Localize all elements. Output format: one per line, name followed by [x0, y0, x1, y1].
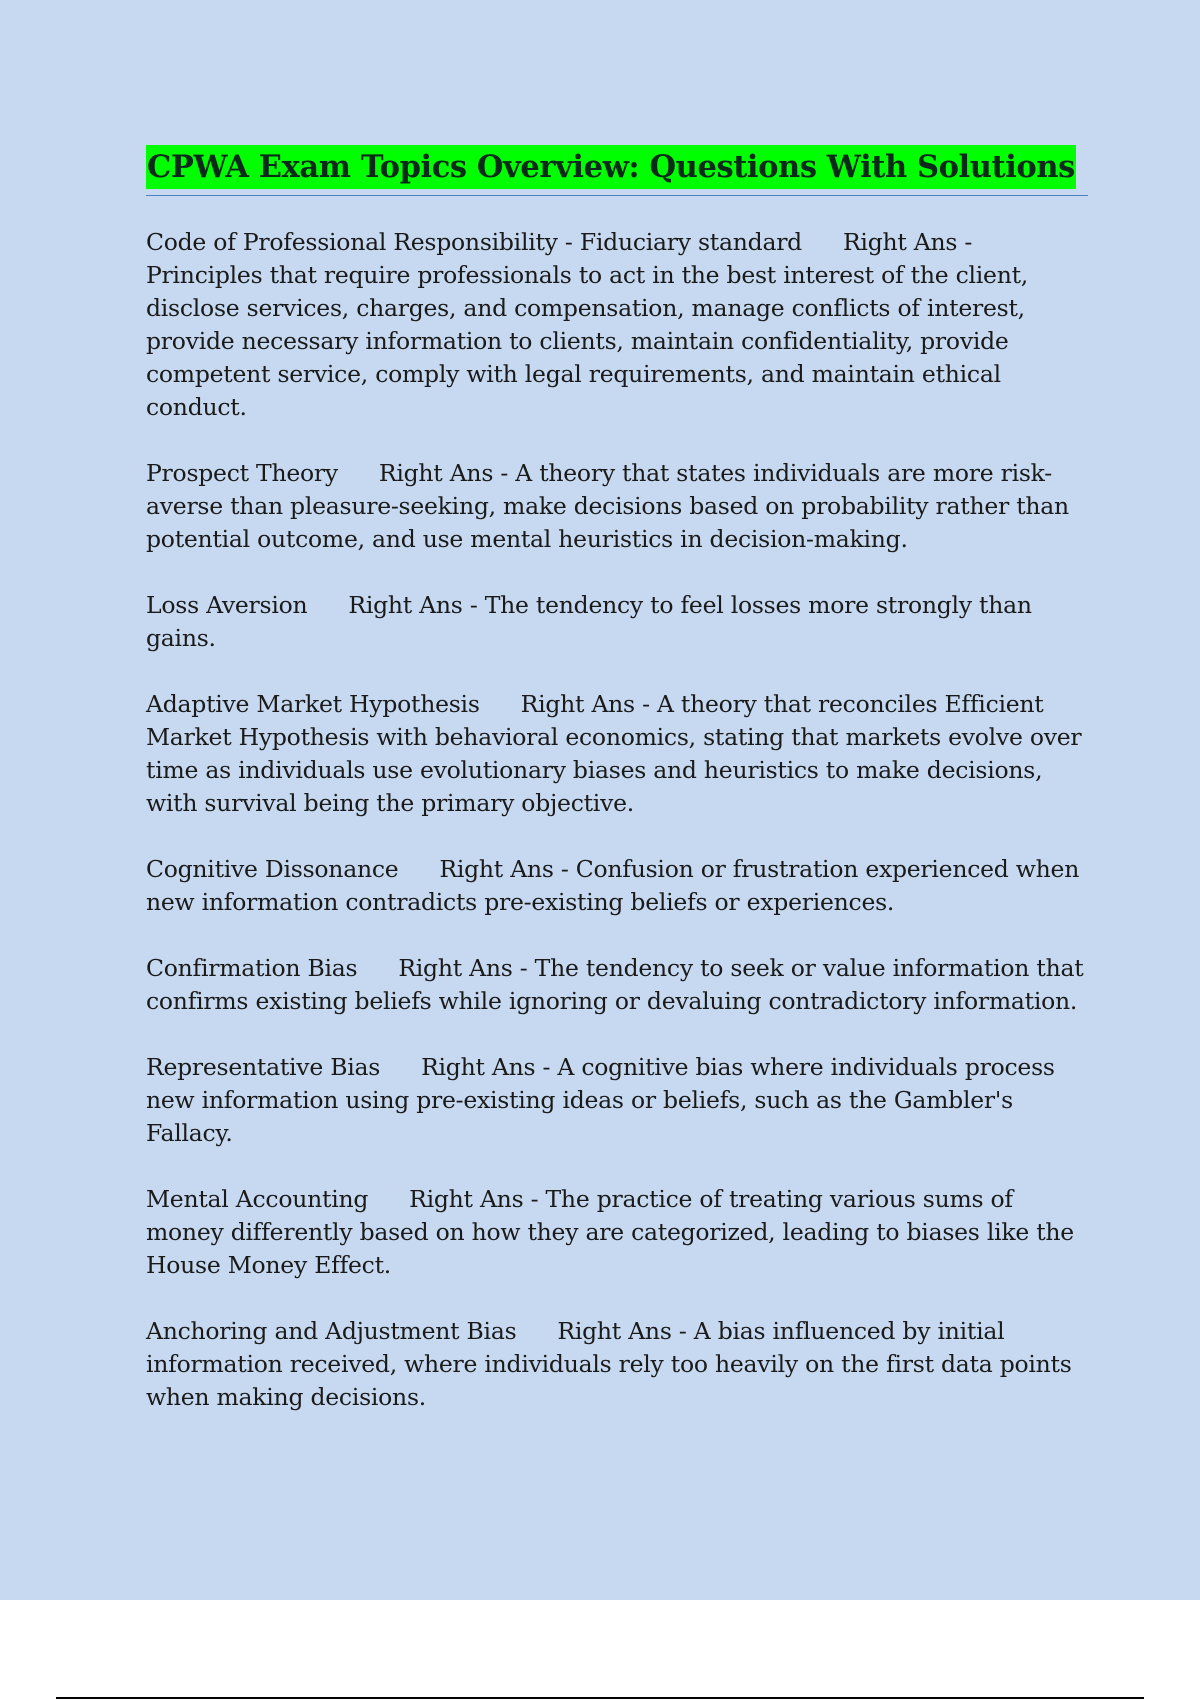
entry-term: Adaptive Market Hypothesis	[146, 690, 480, 718]
entry-term: Cognitive Dissonance	[146, 855, 399, 883]
title-block	[146, 145, 1088, 196]
entry-term: Mental Accounting	[146, 1185, 369, 1213]
entry-answer: Right Ans - A bias influenced by initial information received, where individuals rely too heavily on the first data points when making decisions.	[146, 1317, 1072, 1411]
qa-entry	[146, 853, 1088, 919]
entry-term: Code of Professional Responsibility - Fiduciary standard	[146, 228, 802, 256]
entry-answer: Right Ans - The practice of treating various sums of money differently based on how they are categorized, leading to biases like the House Money Effect.	[146, 1185, 1074, 1279]
document-title: CPWA Exam Topics Overview: Questions With Solutions	[146, 145, 1076, 189]
entry-answer: Right Ans - Principles that require professionals to act in the best interest of the client, disclose services, charges, and compensation, manage conflicts of interest, provide necessary information to clients, maintain confidentiality, provide competent service, comply with legal requirements, and maintain ethical conduct.	[146, 228, 1029, 421]
qa-entry	[146, 1183, 1088, 1282]
entry-term: Anchoring and Adjustment Bias	[146, 1317, 517, 1345]
qa-entry	[146, 589, 1088, 655]
entry-answer: Right Ans - A theory that reconciles Efficient Market Hypothesis with behavioral economics, stating that markets evolve over time as individuals use evolutionary biases and heuristics to make decisions, with survival being the primary objective.	[146, 690, 1082, 817]
entry-term: Confirmation Bias	[146, 954, 358, 982]
entry-answer: Right Ans - The tendency to feel losses more strongly than gains.	[146, 591, 1032, 652]
qa-entry	[146, 1051, 1088, 1150]
entry-term: Loss Aversion	[146, 591, 308, 619]
entry-answer: Right Ans - Confusion or frustration experienced when new information contradicts pre-existing beliefs or experiences.	[146, 855, 1080, 916]
qa-entry	[146, 688, 1088, 820]
entry-term: Representative Bias	[146, 1053, 381, 1081]
entry-answer: Right Ans - The tendency to seek or value information that confirms existing beliefs while ignoring or devaluing contradictory information.	[146, 954, 1084, 1015]
qa-entry	[146, 952, 1088, 1018]
document-body	[146, 145, 1088, 1447]
entry-term: Prospect Theory	[146, 459, 338, 487]
entry-answer: Right Ans - A theory that states individuals are more risk-averse than pleasure-seeking, make decisions based on probability rather than potential outcome, and use mental heuristics in decision-making.	[146, 459, 1069, 553]
qa-entry	[146, 226, 1088, 424]
entry-answer: Right Ans - A cognitive bias where individuals process new information using pre-existing ideas or beliefs, such as the Gambler's Fallacy.	[146, 1053, 1055, 1147]
qa-entry	[146, 457, 1088, 556]
qa-entry	[146, 1315, 1088, 1414]
footer-rule	[56, 1697, 1144, 1699]
